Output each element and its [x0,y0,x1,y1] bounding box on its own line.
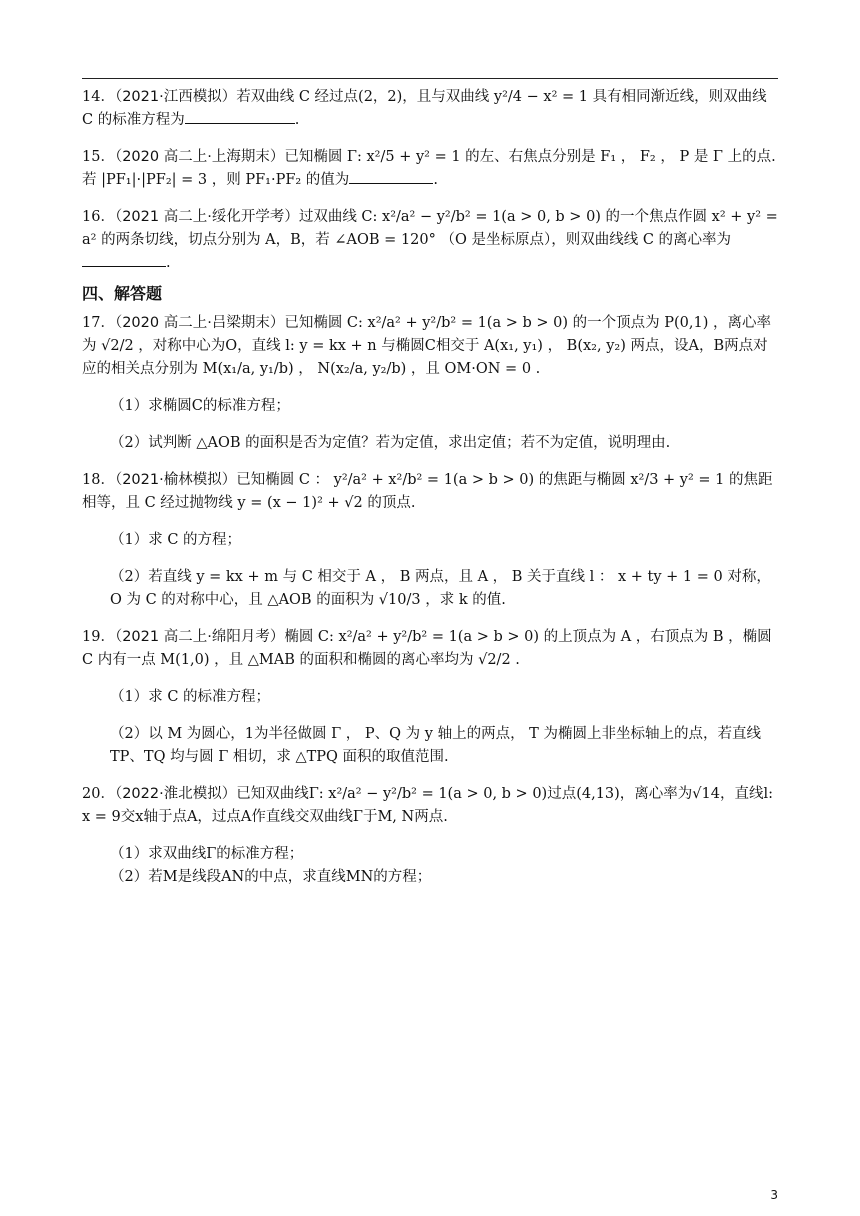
question-16 [82,206,778,275]
page-content [82,86,778,889]
answer-blank [82,252,166,267]
sub-question: （2）试判断 △AOB 的面积是否为定值？若为定值，求出定值；若不为定值，说明理由. [110,435,671,451]
question-15 [82,146,778,192]
question-number: 14． [82,89,115,105]
question-number: 16． [82,209,115,225]
sub-question: （2）若M是线段AN的中点，求直线MN的方程； [110,869,432,885]
sub-question: （1）求 C 的方程； [110,532,242,548]
question-number: 18． [82,472,115,488]
question-text: 椭圆 C: x²/a² + y²/b² = 1(a > b > 0) 的上顶点为 A ，右顶点为 B ，椭圆 C 内有一点 M(1,0) ，且 △MAB 的面积和椭圆的离心率均为 √2/2 . [82,629,772,668]
question-number: 19． [82,629,115,645]
question-18 [82,469,778,612]
question-text: 已知双曲线Γ: x²/a² − y²/b² = 1(a > 0, b > 0)过点(4,13)，离心率为√14，直线l: x = 9交x轴于点A，过点A作直线交双曲线Γ于M, N两点. [82,786,774,825]
page-number: 3 [770,1188,778,1202]
answer-blank [349,169,433,184]
question-20 [82,783,778,889]
header-rule [82,78,778,79]
question-source: （2022·淮北模拟） [114,786,237,802]
question-text: 过双曲线 C: x²/a² − y²/b² = 1(a > 0, b > 0) 的一个焦点作圆 x² + y² = a² 的两条切线，切点分别为 A，B，若 ∠AOB = 120° （O 是坐标原点），则双曲线线 C 的离心率为 [82,209,778,248]
question-text: 已知椭圆 C: x²/a² + y²/b² = 1(a > b > 0) 的一个顶点为 P(0,1) ，离心率为 √2/2 ，对称中心为O，直线 l: y = kx + n 与椭圆C相交于 A(x₁, y₁) ， B(x₂, y₂) 两点，设A，B两点对应的相关点分别为 M(x₁/a, y₁/b) ， N(x₂/a, y₂/b) ，且 OM·ON = 0 . [82,315,771,377]
question-number: 17． [82,315,115,331]
sub-question: （2）若直线 y = kx + m 与 C 相交于 A ， B 两点，且 A ， B 关于直线 l ： x + ty + 1 = 0 对称， O 为 C 的对称中心，且 △AOB 的面积为 √10/3 ，求 k 的值. [110,569,771,608]
question-source: （2020 高二上·上海期末） [114,149,285,165]
sub-question: （1）求 C 的标准方程； [110,689,271,705]
answer-blank [185,109,295,124]
period: . [166,255,171,271]
sub-question: （1）求椭圆C的标准方程； [110,398,290,414]
question-text: 已知椭圆 C ： y²/a² + x²/b² = 1(a > b > 0) 的焦距与椭圆 x²/3 + y² = 1 的焦距相等，且 C 经过抛物线 y = (x − 1)² + √2 的顶点. [82,472,773,511]
question-text: 若双曲线 C 经过点(2，2)，且与双曲线 y²/4 − x² = 1 具有相同渐近线，则双曲线 C 的标准方程为 [82,89,767,128]
question-text: 已知椭圆 Γ: x²/5 + y² = 1 的左、右焦点分别是 F₁ ， F₂ ， P 是 Γ 上的点.若 |PF₁|·|PF₂| = 3 ，则 PF₁·PF₂ 的值为 [82,149,776,188]
sub-question: （1）求双曲线Γ的标准方程； [110,846,304,862]
question-source: （2021 高二上·绵阳月考） [114,629,285,645]
question-source: （2021 高二上·绥化开学考） [114,209,299,225]
question-19 [82,626,778,769]
question-source: （2020 高二上·吕梁期末） [114,315,285,331]
period: . [294,112,300,128]
question-number: 15． [82,149,115,165]
question-source: （2021·榆林模拟） [114,472,237,488]
section-heading: 四、解答题 [82,284,163,303]
sub-question: （2）以 M 为圆心，1为半径做圆 Γ ， P、Q 为 y 轴上的两点， T 为椭圆上非坐标轴上的点，若直线 TP、TQ 均与圆 Γ 相切，求 △TPQ 面积的取值范围. [110,726,761,765]
question-source: （2021·江西模拟） [114,89,237,105]
period: . [433,172,438,188]
question-17 [82,312,778,455]
question-number: 20． [82,786,115,802]
question-14 [82,86,778,132]
